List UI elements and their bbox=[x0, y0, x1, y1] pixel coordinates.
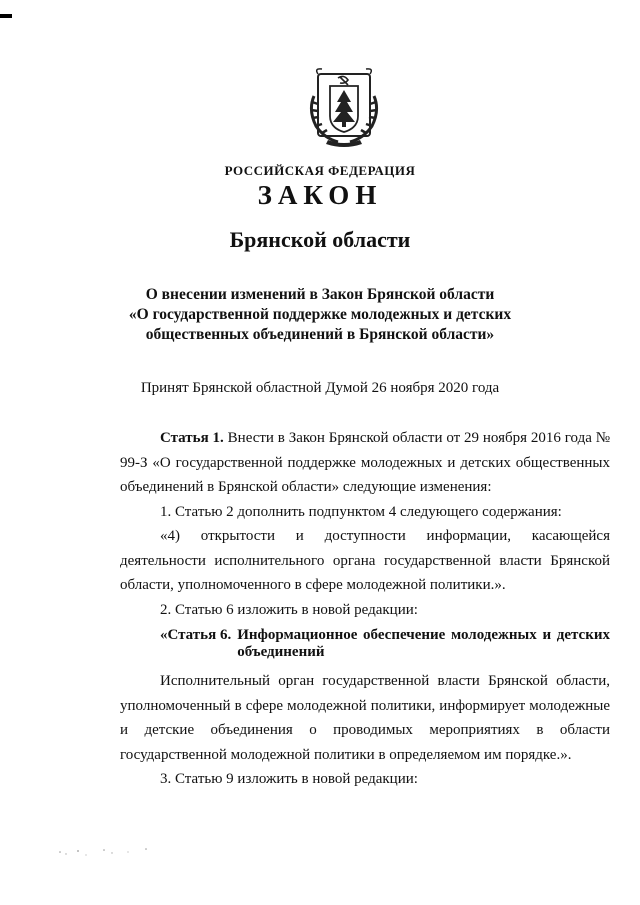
scan-noise-specks bbox=[56, 842, 156, 862]
item-1-paragraph: 1. Статью 2 дополнить подпунктом 4 следующего содержания: bbox=[160, 503, 562, 520]
scan-edge-mark bbox=[0, 14, 12, 18]
article-6-paragraph: Исполнительный орган государственной власти Брянской области, уполномоченный в сфере молодежной политики, информирует молодежные и детские объединения о проводимых мероприятиях в области государственной молодежной политики в определяемом им порядке.». bbox=[120, 673, 610, 763]
article-1-paragraph bbox=[120, 426, 610, 500]
law-body bbox=[120, 426, 610, 792]
subject-line: общественных объединений в Брянской области» bbox=[145, 326, 495, 343]
article-1-text: Внести в Закон Брянской области от 29 ноября 2016 года № 99-З «О государственной поддержке молодежных и детских общественных объединений в Брянской области» следующие изменения: bbox=[120, 430, 611, 495]
law-subject-title bbox=[0, 285, 640, 345]
subject-line: О внесении изменений в Закон Брянской области bbox=[145, 286, 495, 303]
subject-line: «О государственной поддержке молодежных и детских bbox=[128, 306, 512, 323]
country-heading: РОССИЙСКАЯ ФЕДЕРАЦИЯ bbox=[224, 163, 416, 178]
bryansk-coat-of-arms-icon bbox=[304, 66, 384, 148]
adoption-note: Принят Брянской областной Думой 26 ноября 2020 года bbox=[140, 380, 500, 396]
document-type-heading: ЗАКОН bbox=[257, 180, 383, 210]
item-2-paragraph: 2. Статью 6 изложить в новой редакции: bbox=[160, 601, 418, 618]
article-6-title: Информационное обеспечение молодежных и детских объединений bbox=[237, 627, 610, 660]
item-1-quote-paragraph: «4) открытости и доступности информации, касающейся деятельности исполнительного органа государственной власти Брянской области, уполномоченного в сфере молодежной политики.». bbox=[120, 528, 610, 593]
article-6-label: «Статья 6. bbox=[160, 627, 232, 643]
item-3-paragraph: 3. Статью 9 изложить в новой редакции: bbox=[160, 771, 418, 787]
article-6-heading bbox=[160, 627, 610, 661]
region-heading: Брянской области bbox=[229, 227, 411, 252]
article-1-label: Статья 1. bbox=[160, 430, 224, 446]
